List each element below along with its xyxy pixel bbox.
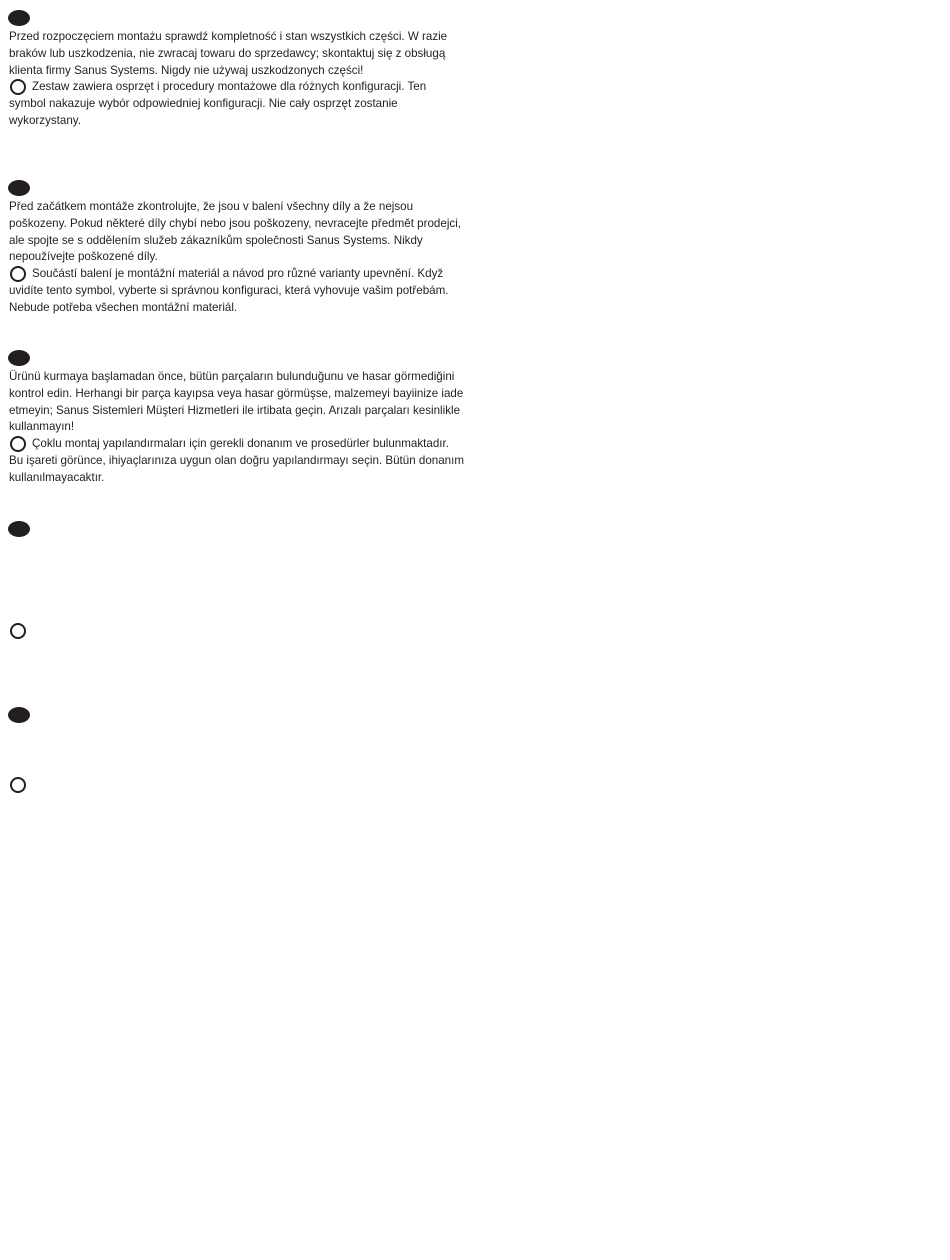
section-polish [9,29,464,130]
configuration-note-text: Součástí balení je montážní materiál a návod pro různé varianty upevnění. Když uvidíte tento symbol, vyberte si správnou konfiguraci, která vyhovuje vašim potřebám. Nebude potřeba všechen montážní materiál. [9,267,449,314]
warning-badge-icon [8,10,30,26]
warning-text: Před začátkem montáže zkontrolujte, že jsou v balení všechny díly a že nejsou poškozeny. Pokud některé díly chybí nebo jsou poškozeny, nevracejte předmět prodejci, ale spojte se s oddělením služeb zákazníkům společnosti Sanus Systems. Nikdy nepoužívejte poškozené díly. [9,200,461,264]
circle-outline-icon [10,266,26,282]
warning-badge-icon [8,707,30,723]
section-czech [9,199,464,317]
section-turkish [9,369,464,487]
circle-outline-icon [10,79,26,95]
warning-text: Ürünü kurmaya başlamadan önce, bütün parçaların bulunduğunu ve hasar görmediğini kontrol edin. Herhangi bir parça kayıpsa veya hasar görmüşse, malzemeyi bayiinize iade etmeyin; Sanus Sistemleri Müşteri Hizmetleri ile irtibata geçin. Arızalı parçaları kesinlikle kullanmayın! [9,370,464,434]
circle-outline-icon [10,436,26,452]
circle-outline-icon [10,777,26,793]
configuration-note [9,266,464,316]
configuration-note [9,79,464,129]
configuration-note-text: Zestaw zawiera osprzęt i procedury montażowe dla różnych konfiguracji. Ten symbol nakazuje wybór odpowiedniej konfiguracji. Nie cały osprzęt zostanie wykorzystany. [9,80,427,127]
warning-badge-icon [8,350,30,366]
configuration-note-text: Çoklu montaj yapılandırmaları için gerekli donanım ve prosedürler bulunmaktadır. Bu işareti görünce, ihiyaçlarınıza uygun olan doğru yapılandırmayı seçin. Bütün donanım kullanılmayacaktır. [9,437,464,484]
circle-outline-icon [10,623,26,639]
warning-text: Przed rozpoczęciem montażu sprawdź kompletność i stan wszystkich części. W razie braków lub uszkodzenia, nie zwracaj towaru do sprzedawcy; skontaktuj się z obsługą klienta firmy Sanus Systems. Nigdy nie używaj uszkodzonych części! [9,30,448,77]
warning-badge-icon [8,521,30,537]
warning-badge-icon [8,180,30,196]
configuration-note [9,436,464,486]
